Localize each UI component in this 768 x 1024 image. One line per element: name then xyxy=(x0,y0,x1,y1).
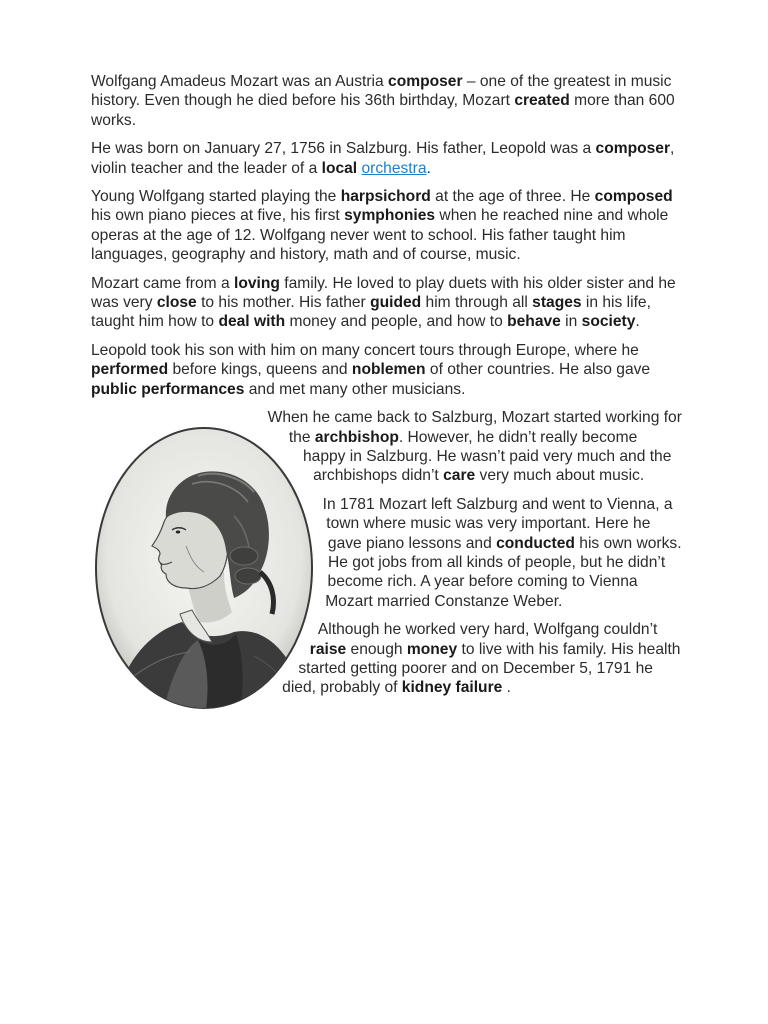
keyword: composer xyxy=(388,73,463,90)
keyword: deal with xyxy=(218,313,286,331)
keyword: symphonies xyxy=(344,207,436,225)
keyword: guided xyxy=(370,294,422,312)
text: his own piano pieces at five, his first xyxy=(91,207,345,225)
keyword: conducted xyxy=(496,534,575,552)
article-body xyxy=(91,72,683,710)
text: and met many other musicians. xyxy=(244,380,466,398)
text: In 1781 Mozart left Salzburg and went to Vienna, a town where music was very important. Here he gave piano lessons and xyxy=(322,495,673,552)
text: in xyxy=(560,313,582,331)
keyword: kidney failure xyxy=(401,679,503,697)
keyword: raise xyxy=(309,640,347,658)
orchestra-link[interactable]: orchestra xyxy=(361,159,427,177)
text: Wolfgang Amadeus Mozart was an Austria xyxy=(91,73,389,90)
text: He was born on January 27, 1756 in Salzburg. His father, Leopold was a xyxy=(91,140,596,158)
keyword: loving xyxy=(233,274,280,292)
text: When he came back to Salzburg, Mozart started working for the xyxy=(267,409,682,446)
paragraph-4 xyxy=(91,274,683,332)
text: Young Wolfgang started playing the xyxy=(91,188,341,206)
keyword: behave xyxy=(507,313,561,331)
keyword: close xyxy=(156,294,197,312)
text: at the age of three. He xyxy=(430,188,595,206)
text: . xyxy=(502,679,511,697)
text: . xyxy=(635,313,640,331)
keyword: composer xyxy=(595,140,671,158)
keyword: created xyxy=(514,92,570,110)
paragraph-5 xyxy=(91,341,683,399)
keyword: stages xyxy=(532,294,582,312)
mozart-portrait xyxy=(94,426,314,710)
keyword: care xyxy=(443,467,476,485)
text: to live with his family. His health started getting poorer and on December 5, 1791 he died, probably of xyxy=(282,640,681,697)
text: before kings, queens and xyxy=(168,361,352,379)
keyword: archbishop xyxy=(314,428,399,446)
text: in his life, taught him how to xyxy=(91,294,651,331)
keyword: society xyxy=(581,313,636,331)
text: more than 600 works. xyxy=(91,92,675,129)
keyword: harpsichord xyxy=(340,188,431,206)
keyword: performed xyxy=(91,361,169,379)
text: very much about music. xyxy=(475,467,645,485)
keyword: public performances xyxy=(91,380,245,398)
keyword: composed xyxy=(594,188,673,206)
text: when he reached nine and whole operas at the age of 12. Wolfgang never went to school. His father taught him languages, geography and history, math and of course, music. xyxy=(91,207,669,264)
portrait-drawing xyxy=(94,426,314,710)
text: . However, he didn’t really become happy in Salzburg. He wasn’t paid very much and the archbishops didn’t xyxy=(302,428,672,485)
text: to his mother. His father xyxy=(196,294,371,312)
paragraph-2 xyxy=(91,139,683,178)
text: family. He loved to play duets with his older sister and he was very xyxy=(91,274,676,312)
text: Although he worked very hard, Wolfgang couldn’t xyxy=(317,621,658,639)
text: of other countries. He also gave xyxy=(425,361,651,379)
text: him through all xyxy=(421,294,533,312)
text: – one of the greatest in music history. Even though he died before his 36th birthday, Mozart xyxy=(91,73,672,110)
keyword: money xyxy=(406,640,458,658)
keyword: noblemen xyxy=(351,361,426,379)
keyword: local xyxy=(321,159,358,177)
text: his own works. He got jobs from all kinds of people, but he didn’t become rich. A year before coming to Vienna Mozart married Constanze Weber. xyxy=(325,534,682,610)
text: enough xyxy=(346,640,407,658)
text: , violin teacher and the leader of a xyxy=(91,140,675,177)
paragraph-3 xyxy=(91,187,683,265)
text: Leopold took his son with him on many concert tours through Europe, where he xyxy=(91,341,639,359)
text: money and people, and how to xyxy=(285,313,508,331)
paragraph-1 xyxy=(91,72,683,130)
text: Mozart came from a xyxy=(91,274,234,292)
text: . xyxy=(426,159,431,177)
